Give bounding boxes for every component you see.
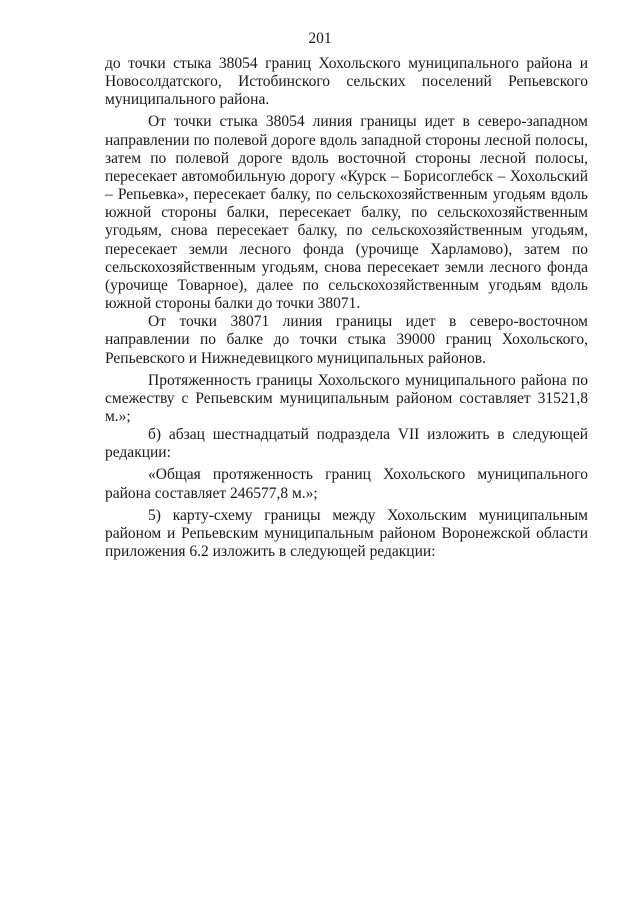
page-number: 201 bbox=[308, 30, 332, 47]
document-body bbox=[105, 55, 588, 565]
paragraph-boundary-northeast: От точки 38071 линия границы идет в северо-восточном направлении по балке до точки стыка 39000 границ Хохольского, Репьевского и Нижнедевицкого муниципальных районов. bbox=[105, 313, 588, 367]
paragraph-total-length: «Общая протяженность границ Хохольского муниципального района составляет 246577,8 м.»; bbox=[105, 466, 588, 502]
paragraph-continuation: до точки стыка 38054 границ Хохольского муниципального района и Новосолдатского, Истобинского сельских поселений Репьевского муниципального района. bbox=[105, 55, 588, 109]
paragraph-item-5: 5) карту-схему границы между Хохольским муниципальным районом и Репьевским муниципальным районом Воронежской области приложения 6.2 изложить в следующей редакции: bbox=[105, 506, 588, 561]
paragraph-boundary-northwest: От точки стыка 38054 линия границы идет в северо-западном направлении по полевой дороге вдоль западной стороны лесной полосы, затем по полевой дороге вдоль восточной стороны лесной полосы, пересекает автомобильную дорогу «Курск – Борисоглебск – Хохольский – Репьевка», пересекает балку, по сельскохозяйственным угодьям вдоль южной стороны балки, пересекает балку, по сельскохозяйственным угодьям, снова пересекает балку, по сельскохозяйственным угодьям, пересекает земли лесного фонда (урочище Харламово), затем по сельскохозяйственным угодьям, снова пересекает земли лесного фонда (урочище Товарное), далее по сельскохозяйственным угодьям вдоль южной стороны балки до точки 38071. bbox=[105, 113, 588, 313]
paragraph-boundary-length: Протяженность границы Хохольского муниципального района по смежеству с Репьевским муниципальным районом составляет 31521,8 м.»; bbox=[105, 371, 588, 425]
paragraph-item-b: б) абзац шестнадцатый подраздела VII изложить в следующей редакции: bbox=[105, 426, 588, 462]
